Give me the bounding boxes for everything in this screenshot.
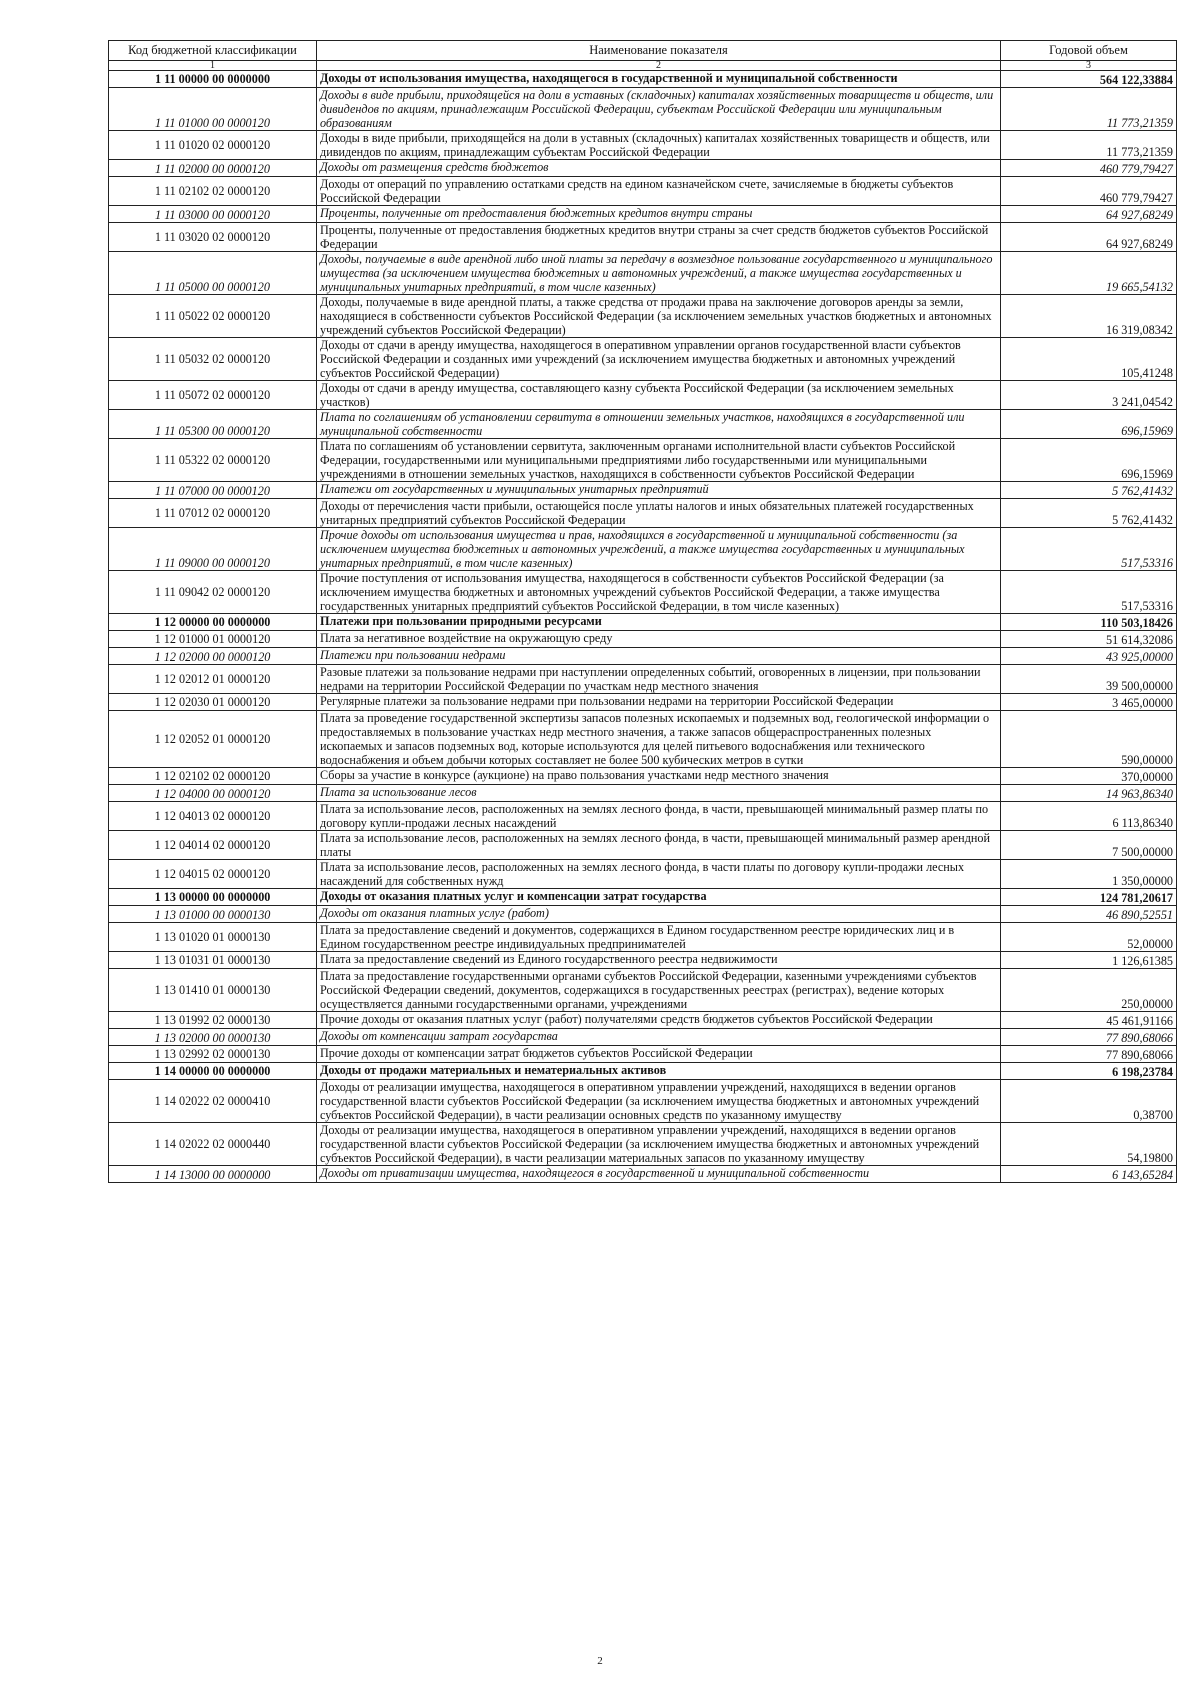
table-row (109, 252, 1177, 295)
table-row (109, 802, 1177, 831)
column-number-row (109, 61, 1177, 71)
table-row (109, 1166, 1177, 1183)
table-row (109, 768, 1177, 785)
table-row (109, 223, 1177, 252)
table-row (109, 1012, 1177, 1029)
row-name: Проценты, полученные от предоставления бюджетных кредитов внутри страны (317, 206, 1001, 223)
row-volume: 460 779,79427 (1001, 160, 1177, 177)
row-volume: 16 319,08342 (1001, 295, 1177, 338)
row-code: 1 13 02000 00 0000130 (109, 1029, 317, 1046)
row-volume: 564 122,33884 (1001, 71, 1177, 88)
row-code: 1 11 00000 00 0000000 (109, 71, 317, 88)
row-name: Плата за использование лесов (317, 785, 1001, 802)
column-number-3: 3 (1001, 61, 1177, 71)
table-row (109, 88, 1177, 131)
table-row (109, 206, 1177, 223)
table-row (109, 1123, 1177, 1166)
row-code: 1 12 04000 00 0000120 (109, 785, 317, 802)
row-name: Разовые платежи за пользование недрами при наступлении определенных событий, оговоренных в лицензии, при пользовании недрами на территории Российской Федерации по участкам недр местного значения (317, 665, 1001, 694)
row-volume: 1 126,61385 (1001, 952, 1177, 969)
table-header-row (109, 41, 1177, 61)
table-row (109, 482, 1177, 499)
table-row (109, 1080, 1177, 1123)
row-code: 1 11 05300 00 0000120 (109, 410, 317, 439)
row-name: Доходы от операций по управлению остатками средств на едином казначейском счете, зачисляемые в бюджеты субъектов Российской Федерации (317, 177, 1001, 206)
row-code: 1 11 05022 02 0000120 (109, 295, 317, 338)
row-code: 1 12 02030 01 0000120 (109, 694, 317, 711)
row-name: Плата за предоставление сведений и документов, содержащихся в Едином государственном реестре юридических лиц и в Едином государственном реестре индивидуальных предпринимателей (317, 923, 1001, 952)
row-code: 1 12 02000 00 0000120 (109, 648, 317, 665)
table-row (109, 1046, 1177, 1063)
row-code: 1 11 02102 02 0000120 (109, 177, 317, 206)
row-code: 1 13 01410 01 0000130 (109, 969, 317, 1012)
row-volume: 696,15969 (1001, 439, 1177, 482)
row-volume: 77 890,68066 (1001, 1046, 1177, 1063)
row-code: 1 11 07000 00 0000120 (109, 482, 317, 499)
row-volume: 77 890,68066 (1001, 1029, 1177, 1046)
row-name: Доходы от реализации имущества, находящегося в оперативном управлении учреждений, находящихся в ведении органов государственной власти субъектов Российской Федерации (за исключением имущества бюджетных и автономных учреждений субъектов Российской Федерации), в части реализации основных средств по указанному имуществу (317, 1080, 1001, 1123)
row-name: Сборы за участие в конкурсе (аукционе) на право пользования участками недр местного значения (317, 768, 1001, 785)
row-volume: 51 614,32086 (1001, 631, 1177, 648)
row-volume: 6 143,65284 (1001, 1166, 1177, 1183)
row-code: 1 14 02022 02 0000440 (109, 1123, 317, 1166)
row-volume: 7 500,00000 (1001, 831, 1177, 860)
row-name: Платежи при пользовании недрами (317, 648, 1001, 665)
row-volume: 250,00000 (1001, 969, 1177, 1012)
row-name: Плата за предоставление сведений из Единого государственного реестра недвижимости (317, 952, 1001, 969)
row-volume: 46 890,52551 (1001, 906, 1177, 923)
row-volume: 64 927,68249 (1001, 223, 1177, 252)
table-row (109, 694, 1177, 711)
row-code: 1 12 04013 02 0000120 (109, 802, 317, 831)
row-name: Плата за использование лесов, расположенных на землях лесного фонда, в части, превышающей минимальный размер платы по договору купли-продажи лесных насаждений (317, 802, 1001, 831)
row-name: Плата за проведение государственной экспертизы запасов полезных ископаемых и подземных вод, геологической информации о предоставляемых в пользование участках недр местного значения, а также запасов общераспространенных полезных ископаемых и запасов подземных вод, которые используются для целей питьевого водоснабжения или технического водоснабжения и объем добычи которых составляет не более 500 кубических метров в сутки (317, 711, 1001, 768)
row-name: Плата по соглашениям об установлении сервитута, заключенным органами исполнительной власти субъектов Российской Федерации, государственными или муниципальными предприятиями либо государственными или муниципальными учреждениями в отношении земельных участков, находящихся в собственности субъектов Российской Федерации (317, 439, 1001, 482)
table-row (109, 1029, 1177, 1046)
row-code: 1 11 05032 02 0000120 (109, 338, 317, 381)
row-name: Прочие доходы от компенсации затрат бюджетов субъектов Российской Федерации (317, 1046, 1001, 1063)
row-volume: 6 113,86340 (1001, 802, 1177, 831)
row-volume: 517,53316 (1001, 528, 1177, 571)
row-name: Проценты, полученные от предоставления бюджетных кредитов внутри страны за счет средств бюджетов субъектов Российской Федерации (317, 223, 1001, 252)
table-row (109, 785, 1177, 802)
row-code: 1 13 01031 01 0000130 (109, 952, 317, 969)
row-code: 1 13 01020 01 0000130 (109, 923, 317, 952)
row-name: Доходы от приватизации имущества, находящегося в государственной и муниципальной собственности (317, 1166, 1001, 1183)
table-row (109, 969, 1177, 1012)
header-code: Код бюджетной классификации (109, 41, 317, 61)
table-row (109, 923, 1177, 952)
row-name: Доходы от сдачи в аренду имущества, находящегося в оперативном управлении органов государственной власти субъектов Российской Федерации и созданных ими учреждений (за исключением имущества бюджетных и автономных учреждений субъектов Российской Федерации) (317, 338, 1001, 381)
row-code: 1 12 02102 02 0000120 (109, 768, 317, 785)
table-row (109, 295, 1177, 338)
row-code: 1 11 03020 02 0000120 (109, 223, 317, 252)
table-row (109, 711, 1177, 768)
row-volume: 3 465,00000 (1001, 694, 1177, 711)
row-code: 1 12 04014 02 0000120 (109, 831, 317, 860)
row-name: Плата за предоставление государственными органами субъектов Российской Федерации, казенными учреждениями субъектов Российской Федерации сведений, документов, содержащихся в государственных реестрах (регистрах), ведение которых осуществляется данными государственными органами, учреждениями (317, 969, 1001, 1012)
table-row (109, 614, 1177, 631)
row-name: Прочие доходы от оказания платных услуг (работ) получателями средств бюджетов субъектов Российской Федерации (317, 1012, 1001, 1029)
row-volume: 52,00000 (1001, 923, 1177, 952)
row-volume: 5 762,41432 (1001, 482, 1177, 499)
row-code: 1 11 01000 00 0000120 (109, 88, 317, 131)
row-volume: 1 350,00000 (1001, 860, 1177, 889)
table-row (109, 439, 1177, 482)
row-code: 1 13 01992 02 0000130 (109, 1012, 317, 1029)
row-volume: 124 781,20617 (1001, 889, 1177, 906)
row-name: Доходы от оказания платных услуг и компенсации затрат государства (317, 889, 1001, 906)
row-volume: 45 461,91166 (1001, 1012, 1177, 1029)
row-name: Плата за использование лесов, расположенных на землях лесного фонда, в части, превышающей минимальный размер арендной платы (317, 831, 1001, 860)
row-name: Доходы от реализации имущества, находящегося в оперативном управлении учреждений, находящихся в ведении органов государственной власти субъектов Российской Федерации (за исключением имущества бюджетных и автономных учреждений субъектов Российской Федерации), в части реализации материальных запасов по указанному имуществу (317, 1123, 1001, 1166)
row-code: 1 14 00000 00 0000000 (109, 1063, 317, 1080)
row-name: Регулярные платежи за пользование недрами при пользовании недрами на территории Российской Федерации (317, 694, 1001, 711)
row-name: Доходы в виде прибыли, приходящейся на доли в уставных (складочных) капиталах хозяйственных товариществ и обществ, или дивидендов по акциям, принадлежащим Российской Федерации, субъектам Российской Федерации или муниципальным образованиям (317, 88, 1001, 131)
table-row (109, 831, 1177, 860)
header-name: Наименование показателя (317, 41, 1001, 61)
row-name: Плата за использование лесов, расположенных на землях лесного фонда, в части платы по договору купли-продажи лесных насаждений для собственных нужд (317, 860, 1001, 889)
row-name: Прочие поступления от использования имущества, находящегося в собственности субъектов Российской Федерации (за исключением имущества бюджетных и автономных учреждений субъектов Российской Федерации, а также имущества государственных унитарных предприятий субъектов Российской Федерации, в том числе казенных) (317, 571, 1001, 614)
table-row (109, 665, 1177, 694)
row-volume: 460 779,79427 (1001, 177, 1177, 206)
table-row (109, 648, 1177, 665)
row-volume: 110 503,18426 (1001, 614, 1177, 631)
row-code: 1 11 05072 02 0000120 (109, 381, 317, 410)
row-volume: 5 762,41432 (1001, 499, 1177, 528)
row-volume: 517,53316 (1001, 571, 1177, 614)
row-code: 1 11 05000 00 0000120 (109, 252, 317, 295)
row-volume: 39 500,00000 (1001, 665, 1177, 694)
row-name: Доходы от использования имущества, находящегося в государственной и муниципальной собственности (317, 71, 1001, 88)
row-name: Доходы от оказания платных услуг (работ) (317, 906, 1001, 923)
row-code: 1 11 09042 02 0000120 (109, 571, 317, 614)
page-number: 2 (597, 1655, 603, 1667)
row-volume: 64 927,68249 (1001, 206, 1177, 223)
row-name: Доходы от компенсации затрат государства (317, 1029, 1001, 1046)
row-code: 1 14 13000 00 0000000 (109, 1166, 317, 1183)
row-volume: 11 773,21359 (1001, 131, 1177, 160)
table-row (109, 1063, 1177, 1080)
row-volume: 696,15969 (1001, 410, 1177, 439)
row-name: Доходы, получаемые в виде арендной либо иной платы за передачу в возмездное пользование государственного и муниципального имущества (за исключением имущества бюджетных и автономных учреждений, а также имущества государственных и муниципальных унитарных предприятий, в том числе казенных) (317, 252, 1001, 295)
table-body (109, 71, 1177, 1183)
row-code: 1 12 00000 00 0000000 (109, 614, 317, 631)
table-row (109, 410, 1177, 439)
table-row (109, 499, 1177, 528)
row-name: Плата за негативное воздействие на окружающую среду (317, 631, 1001, 648)
row-code: 1 11 02000 00 0000120 (109, 160, 317, 177)
row-name: Платежи от государственных и муниципальных унитарных предприятий (317, 482, 1001, 499)
table-row (109, 571, 1177, 614)
table-row (109, 177, 1177, 206)
column-number-1: 1 (109, 61, 317, 71)
table-row (109, 338, 1177, 381)
row-name: Доходы, получаемые в виде арендной платы, а также средства от продажи права на заключение договоров аренды за земли, находящиеся в собственности субъектов Российской Федерации (за исключением земельных участков бюджетных и автономных учреждений субъектов Российской Федерации) (317, 295, 1001, 338)
row-code: 1 11 01020 02 0000120 (109, 131, 317, 160)
row-code: 1 12 02012 01 0000120 (109, 665, 317, 694)
row-name: Доходы в виде прибыли, приходящейся на доли в уставных (складочных) капиталах хозяйственных товариществ и обществ, или дивидендов по акциям, принадлежащим субъектам Российской Федерации (317, 131, 1001, 160)
table-row (109, 952, 1177, 969)
row-volume: 11 773,21359 (1001, 88, 1177, 131)
row-volume: 14 963,86340 (1001, 785, 1177, 802)
row-volume: 19 665,54132 (1001, 252, 1177, 295)
row-code: 1 14 02022 02 0000410 (109, 1080, 317, 1123)
table-row (109, 381, 1177, 410)
row-volume: 3 241,04542 (1001, 381, 1177, 410)
row-name: Доходы от продажи материальных и нематериальных активов (317, 1063, 1001, 1080)
header-volume: Годовой объем (1001, 41, 1177, 61)
row-volume: 6 198,23784 (1001, 1063, 1177, 1080)
row-name: Доходы от размещения средств бюджетов (317, 160, 1001, 177)
row-volume: 43 925,00000 (1001, 648, 1177, 665)
table-row (109, 860, 1177, 889)
row-code: 1 12 04015 02 0000120 (109, 860, 317, 889)
row-name: Платежи при пользовании природными ресурсами (317, 614, 1001, 631)
row-code: 1 11 05322 02 0000120 (109, 439, 317, 482)
row-code: 1 11 03000 00 0000120 (109, 206, 317, 223)
row-code: 1 13 02992 02 0000130 (109, 1046, 317, 1063)
table-row (109, 71, 1177, 88)
table-row (109, 889, 1177, 906)
column-number-2: 2 (317, 61, 1001, 71)
row-code: 1 12 01000 01 0000120 (109, 631, 317, 648)
row-code: 1 11 07012 02 0000120 (109, 499, 317, 528)
row-volume: 370,00000 (1001, 768, 1177, 785)
row-name: Доходы от сдачи в аренду имущества, составляющего казну субъекта Российской Федерации (за исключением земельных участков) (317, 381, 1001, 410)
row-name: Плата по соглашениям об установлении сервитута в отношении земельных участков, находящихся в государственной или муниципальной собственности (317, 410, 1001, 439)
row-code: 1 13 00000 00 0000000 (109, 889, 317, 906)
row-code: 1 12 02052 01 0000120 (109, 711, 317, 768)
row-code: 1 11 09000 00 0000120 (109, 528, 317, 571)
document-page (108, 40, 1176, 1183)
table-row (109, 528, 1177, 571)
row-volume: 0,38700 (1001, 1080, 1177, 1123)
table-row (109, 906, 1177, 923)
row-volume: 590,00000 (1001, 711, 1177, 768)
row-volume: 105,41248 (1001, 338, 1177, 381)
row-name: Доходы от перечисления части прибыли, остающейся после уплаты налогов и иных обязательных платежей государственных унитарных предприятий субъектов Российской Федерации (317, 499, 1001, 528)
row-name: Прочие доходы от использования имущества и прав, находящихся в государственной и муниципальной собственности (за исключением имущества бюджетных и автономных учреждений, а также имущества государственных и муниципальных унитарных предприятий, в том числе казенных) (317, 528, 1001, 571)
table-row (109, 631, 1177, 648)
table-row (109, 131, 1177, 160)
budget-revenue-table (108, 40, 1177, 1183)
row-volume: 54,19800 (1001, 1123, 1177, 1166)
row-code: 1 13 01000 00 0000130 (109, 906, 317, 923)
table-row (109, 160, 1177, 177)
